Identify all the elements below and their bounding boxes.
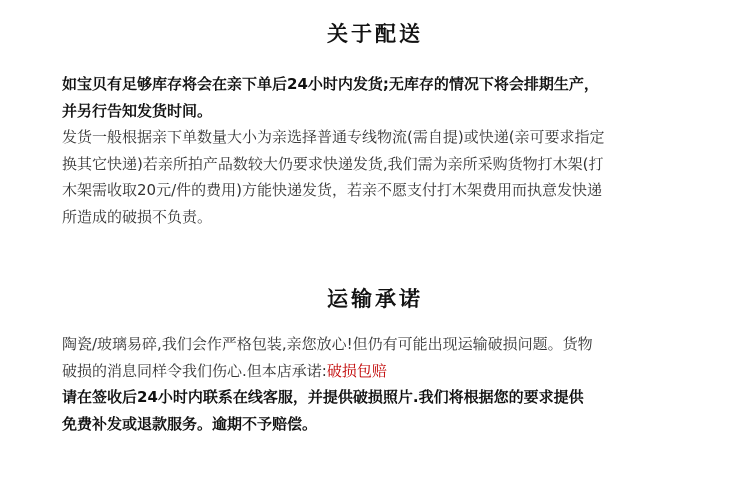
delivery-bold-line-2: 并另行告知发货时间。: [62, 101, 213, 120]
transport-heading: 运输承诺: [327, 287, 423, 311]
delivery-normal-paragraph: [62, 124, 702, 230]
delivery-line-3: 木架需收取20元/件的费用)方能快递发货，若亲不愿支付打木架费用而执意发快递: [62, 181, 602, 199]
transport-paragraph: [62, 331, 702, 437]
damage-compensation-highlight: 破损包赔: [326, 361, 387, 380]
transport-line-2: [62, 358, 702, 385]
transport-line-1: 陶瓷/玻璃易碎,我们会作严格包装,亲您放心!但仍有可能出现运输破损问题。货物: [62, 335, 593, 353]
delivery-bold-line-1: 如宝贝有足够库存将会在亲下单后24小时内发货;无库存的情况下将会排期生产，: [62, 75, 599, 93]
transport-line-2-text: 破损的消息同样令我们伤心.但本店承诺:: [62, 361, 327, 380]
transport-bold-line-2: 免费补发或退款服务。逾期不予赔偿。: [62, 414, 318, 433]
delivery-heading: 关于配送: [327, 22, 423, 46]
transport-bold-line-1: 请在签收后24小时内联系在线客服，并提供破损照片.我们将根据您的要求提供: [62, 388, 584, 406]
delivery-line-1: 发货一般根据亲下单数量大小为亲选择普通专线物流(需自提)或快递(亲可要求指定: [62, 128, 605, 146]
delivery-line-4: 所造成的破损不负责。: [62, 207, 213, 226]
delivery-bold-paragraph: [62, 71, 702, 124]
delivery-line-2: 换其它快递)若亲所拍产品数较大仍要求快递发货,我们需为亲所采购货物打木架(打: [62, 154, 604, 173]
